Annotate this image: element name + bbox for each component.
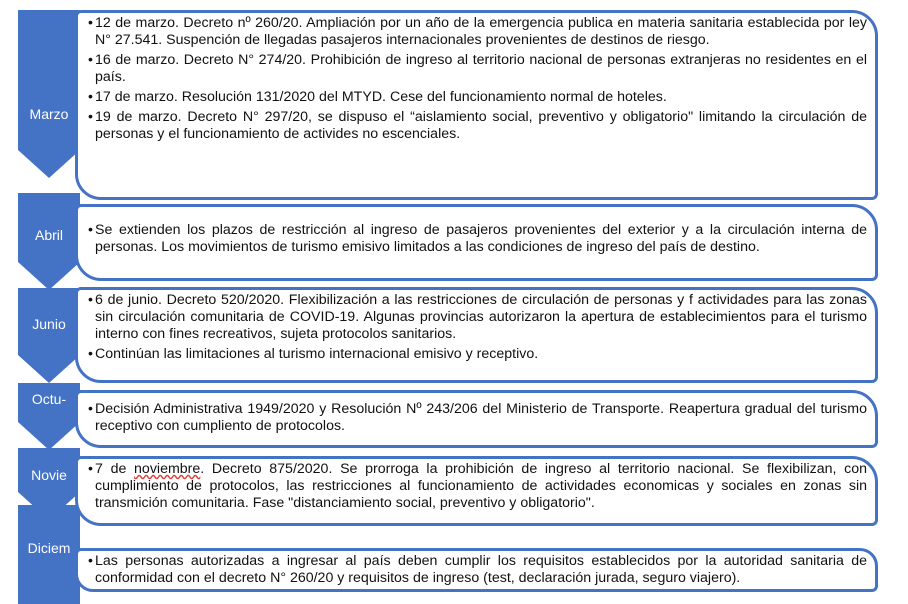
chevron-marzo: [18, 10, 80, 178]
event-text: Se prorroga la prohibición de ingreso al territorio nacional. Se flexibilizan, con cumplimiento de protocolos, las restricciones al funcionamiento de actividades economicas y sociales en zonas sin transmición comunitaria. Fase "distanciamiento social, preventivo y obligatorio".: [95, 461, 867, 511]
event-item: • Se extienden los plazos de restricción al ingreso de pasajeros provenientes del exterior y a la circulación interna de personas. Los movimientos de turismo emisivo limitados a las condiciones de ingreso del país de destino.: [88, 222, 867, 256]
box-junio: [75, 287, 878, 383]
box-abril: [75, 204, 878, 281]
event-item: • 16 de marzo. Decreto N° 274/20. Prohibición de ingreso al territorio nacional de personas extranjeras no residentes en el país.: [88, 52, 867, 86]
month-label-diciembre: Diciem: [27, 540, 71, 556]
box-noviembre: [75, 456, 878, 526]
event-item: • 17 de marzo. Resolución 131/2020 del MTYD. Cese del funcionamiento normal de hoteles.: [88, 89, 867, 106]
event-item: • 6 de junio. Decreto 520/2020. Flexibilización a las restricciones de circulación de personas y f actividades para las zonas sin circulación comunitaria de COVID-19. Algunas provincias autorizaron la apertura de establecimientos para el turismo interno con fines recreativos, sujeta protocolos sanitarios.: [88, 292, 867, 343]
event-decree: . Decreto 875/2020.: [200, 461, 341, 477]
event-item: • Decisión Administrativa 1949/2020 y Resolución Nº 243/206 del Ministerio de Transporte. Reapertura gradual del turismo receptivo con cumpliento de protocolos.: [88, 401, 867, 435]
month-label-marzo: Marzo: [29, 106, 69, 122]
spellcheck-word: noviembre: [134, 461, 201, 477]
event-item: • Continúan las limitaciones al turismo internacional emisivo y receptivo.: [88, 346, 867, 363]
box-diciembre: [75, 548, 878, 592]
month-label-junio: Junio: [32, 316, 66, 332]
month-label-octubre: Octu-: [31, 391, 67, 407]
month-label-noviembre: Novie: [31, 467, 67, 483]
chevron-junio: [18, 288, 80, 383]
box-octubre: [75, 390, 878, 448]
event-item: [88, 461, 867, 512]
event-item: • 19 de marzo. Decreto N° 297/20, se dispuso el “aislamiento social, preventivo y obligatorio" limitando la circulación de personas y el funcionamiento de activides no escenciales.: [88, 109, 867, 143]
box-marzo: [75, 10, 878, 200]
event-item: • Las personas autorizadas a ingresar al país deben cumplir los requisitos establecidos por la autoridad sanitaria de conformidad con el decreto N° 260/20 y requisitos de ingreso (test, declaración jurada, seguro viajero).: [88, 553, 867, 587]
month-label-abril: Abril: [34, 227, 63, 243]
event-item: • 12 de marzo. Decreto nº 260/20. Ampliación por un año de la emergencia publica en materia sanitaria establecida por ley N° 27.541. Suspención de llegadas pasajeros internacionales provenientes de destinos de riesgo.: [88, 15, 867, 49]
event-date-prefix: 7 de: [95, 461, 135, 477]
